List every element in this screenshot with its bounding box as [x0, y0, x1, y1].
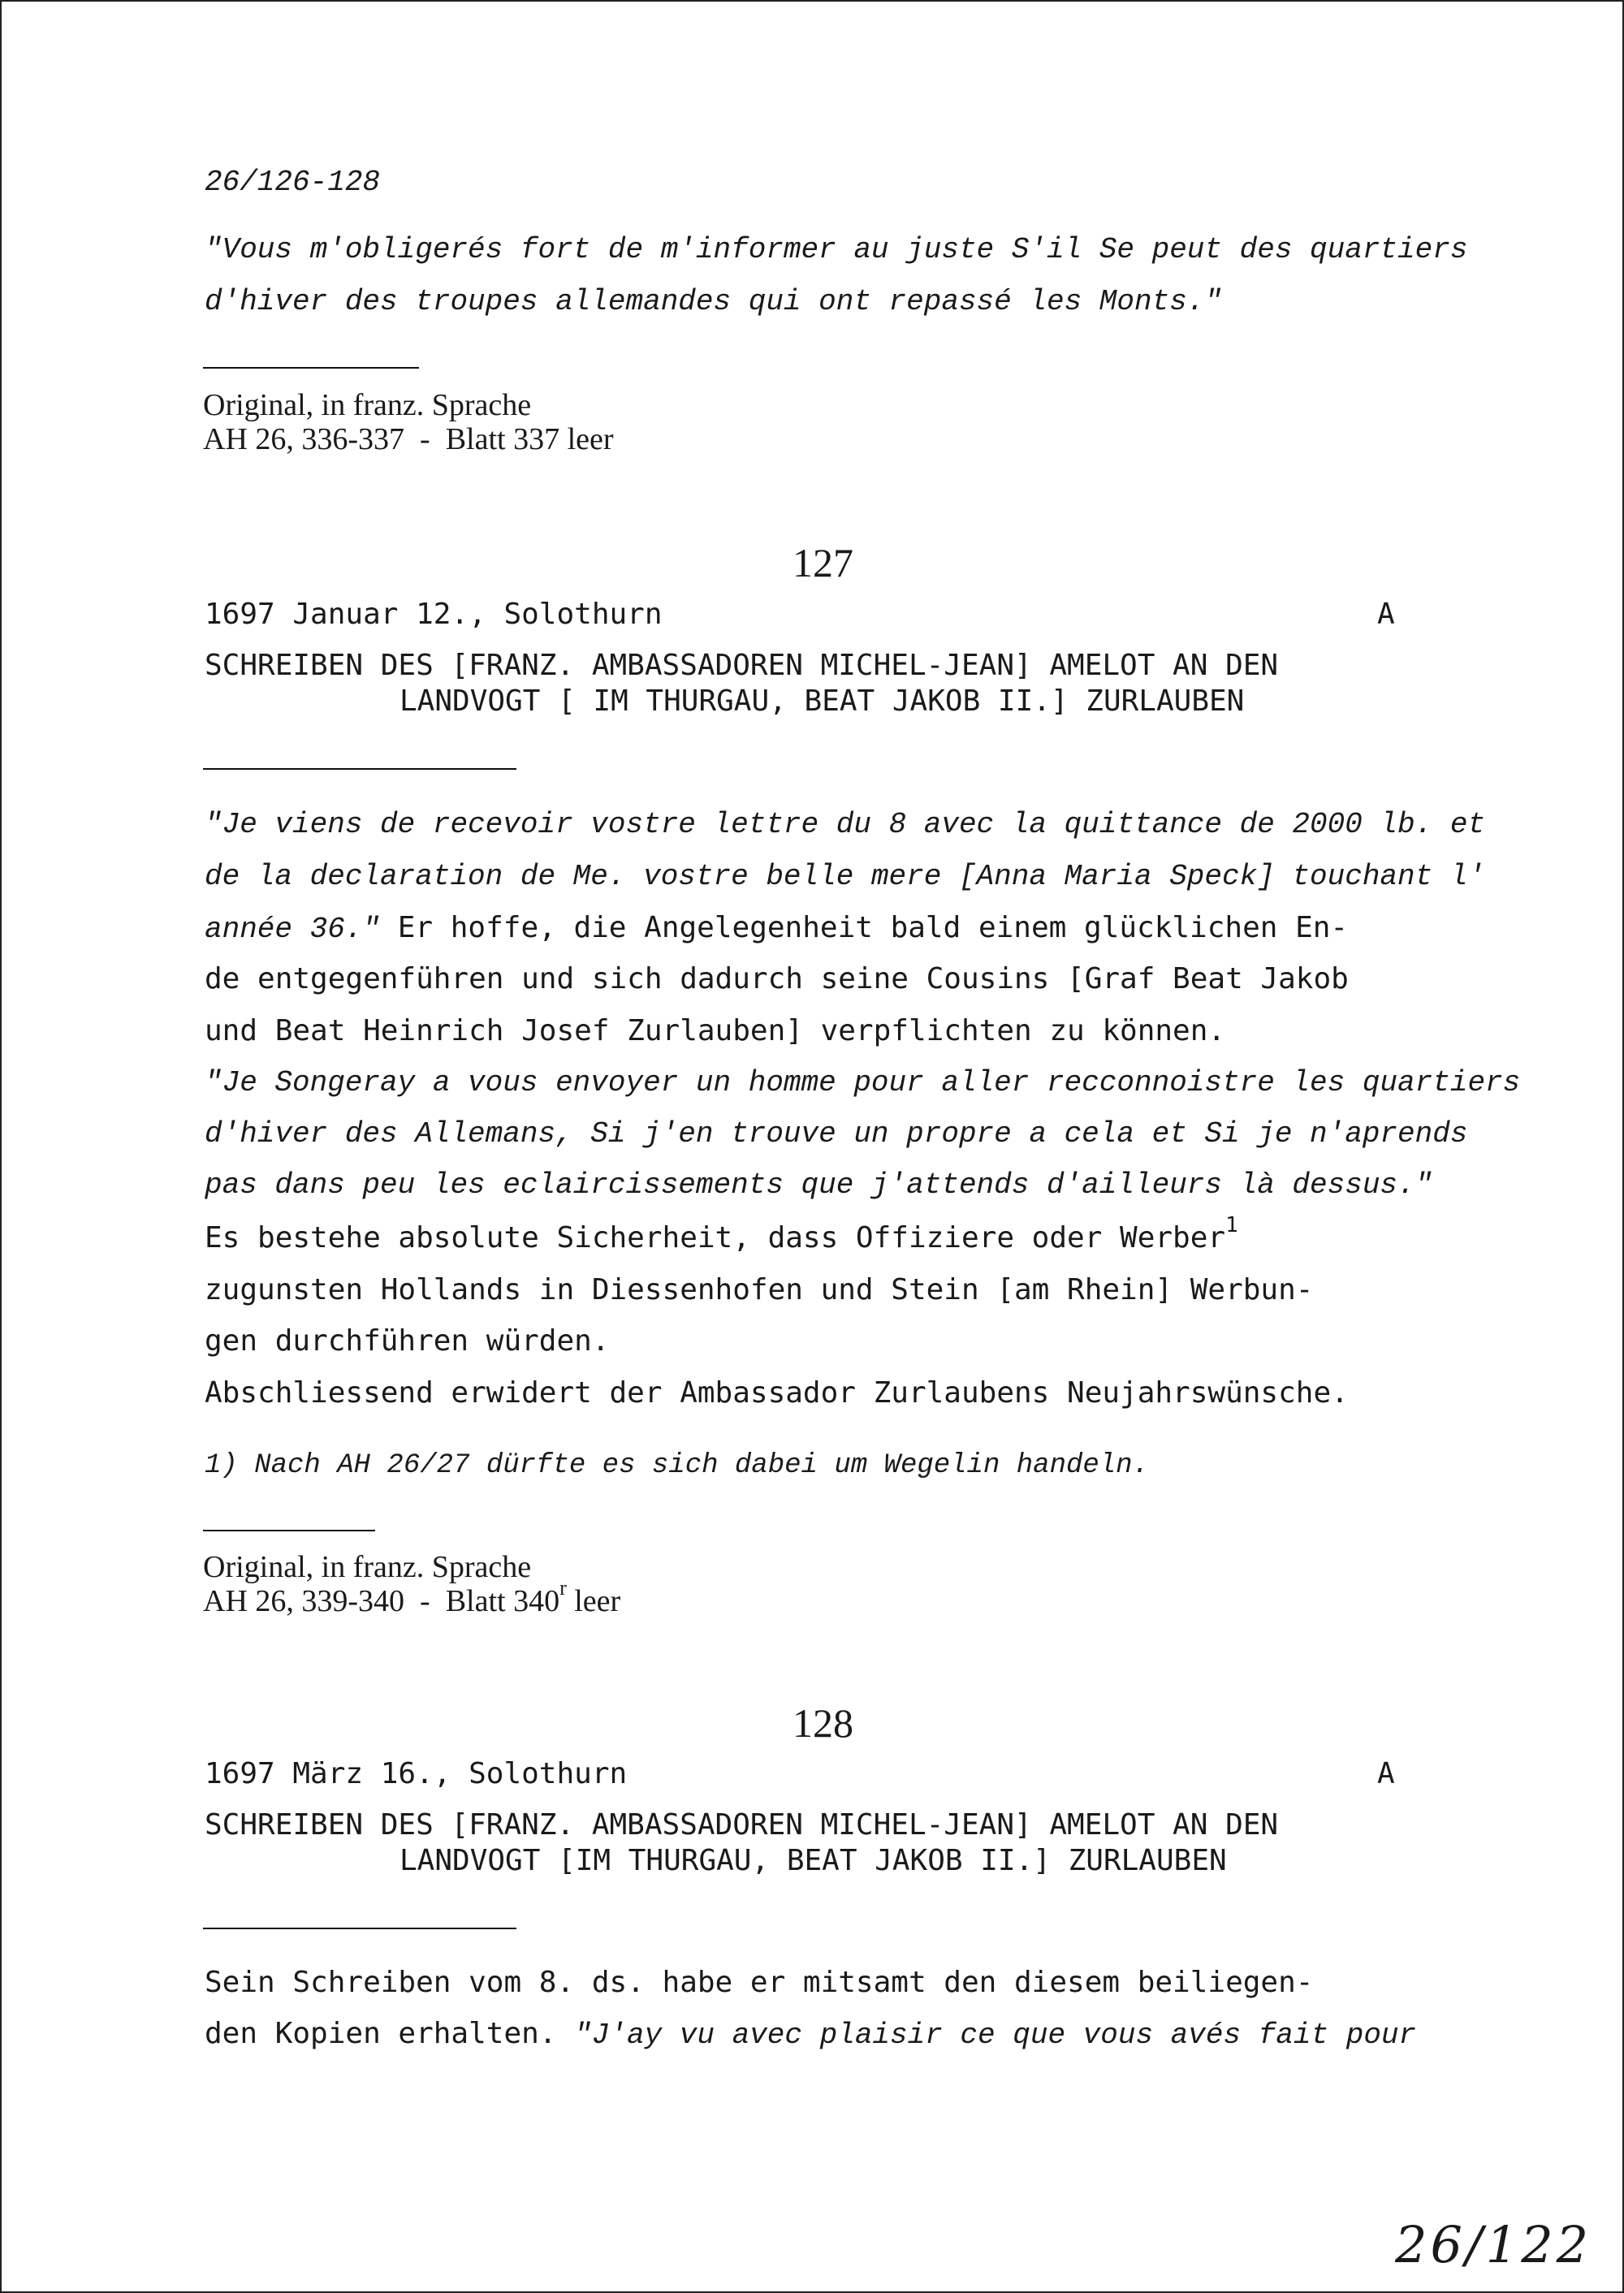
footnote-mark: 1 [1225, 1213, 1238, 1237]
quote-line: de la declaration de Me. vostre belle mere [Anna Maria Speck] touchant l' [205, 860, 1486, 893]
quote-line: pas dans peu les eclaircissements que j'attends d'ailleurs là dessus." [205, 1168, 1433, 1202]
body-fragment: den Kopien erhalten. [205, 2017, 575, 2050]
body-line: Abschliessend erwidert der Ambassador Zurlaubens Neujahrswünsche. [205, 1376, 1349, 1410]
separator-rule [203, 367, 419, 369]
body-line [205, 2016, 1416, 2053]
quote-line: d'hiver des Allemans, Si j'en trouve un propre a cela et Si je n'aprends [205, 1117, 1468, 1151]
page-number: 26/122 [1395, 2215, 1592, 2274]
body-line: de entgegenführen und sich dadurch seine Cousins [Graf Beat Jakob [205, 962, 1349, 995]
quote-fragment: "J'ay vu avec plaisir ce que vous avés fait pour [574, 2019, 1417, 2052]
body-fragment: Es bestehe absolute Sicherheit, dass Offiziere oder Werber [205, 1221, 1226, 1254]
prev-source-line: Original, in franz. Sprache [203, 388, 532, 422]
footnote: 1) Nach AH 26/27 dürfte es sich dabei um Wegelin handeln. [205, 1450, 1149, 1481]
date-place: 1697 März 16., Solothurn [205, 1757, 628, 1790]
body-line [205, 1213, 1238, 1256]
document-title: SCHREIBEN DES [FRANZ. AMBASSADOREN MICHEL-JEAN] AMELOT AN DEN [205, 1808, 1279, 1842]
date-place: 1697 Januar 12., Solothurn [205, 598, 663, 631]
source-line [203, 1576, 621, 1619]
body-line: Sein Schreiben vom 8. ds. habe er mitsamt den diesem beiliegen- [205, 1966, 1314, 1999]
document-title: SCHREIBEN DES [FRANZ. AMBASSADOREN MICHEL-JEAN] AMELOT AN DEN [205, 649, 1279, 682]
body-fragment: Er hoffe, die Angelegenheit bald einem glücklichen En- [380, 911, 1349, 944]
separator-rule [203, 768, 516, 770]
prev-quote-line: d'hiver des troupes allemandes qui ont repassé les Monts." [205, 285, 1223, 318]
body-line: und Beat Heinrich Josef Zurlauben] verpflichten zu können. [205, 1014, 1226, 1047]
document-title: LANDVOGT [ IM THURGAU, BEAT JAKOB II.] ZURLAUBEN [400, 684, 1245, 718]
quote-line: "Je Songeray a vous envoyer un homme pour aller recconnoistre les quartiers [205, 1066, 1521, 1099]
prev-quote-line: "Vous m'obligerés fort de m'informer au juste S'il Se peut des quartiers [205, 233, 1468, 266]
document-mark: A [1377, 1757, 1395, 1790]
body-line: gen durchführen würden. [205, 1324, 610, 1358]
source-fragment: AH 26, 339-340 - Blatt 340 [203, 1584, 560, 1618]
document-title: LANDVOGT [IM THURGAU, BEAT JAKOB II.] ZURLAUBEN [400, 1844, 1227, 1877]
body-line: zugunsten Hollands in Diessenhofen und Stein [am Rhein] Werbun- [205, 1273, 1314, 1306]
quote-fragment: année 36." [205, 913, 381, 946]
source-fragment: leer [566, 1584, 621, 1618]
separator-rule [203, 1928, 516, 1929]
source-line: Original, in franz. Sprache [203, 1550, 532, 1584]
document-mark: A [1377, 598, 1395, 631]
quote-line: "Je viens de recevoir vostre lettre du 8 avec la quittance de 2000 lb. et [205, 808, 1486, 841]
reference-number: 26/126-128 [205, 166, 381, 199]
prev-source-line: AH 26, 336-337 - Blatt 337 leer [203, 422, 614, 456]
document-number: 127 [793, 540, 853, 585]
body-line [205, 910, 1348, 948]
separator-rule [203, 1530, 375, 1531]
document-number: 128 [793, 1700, 853, 1746]
recto-mark: r [559, 1576, 567, 1600]
